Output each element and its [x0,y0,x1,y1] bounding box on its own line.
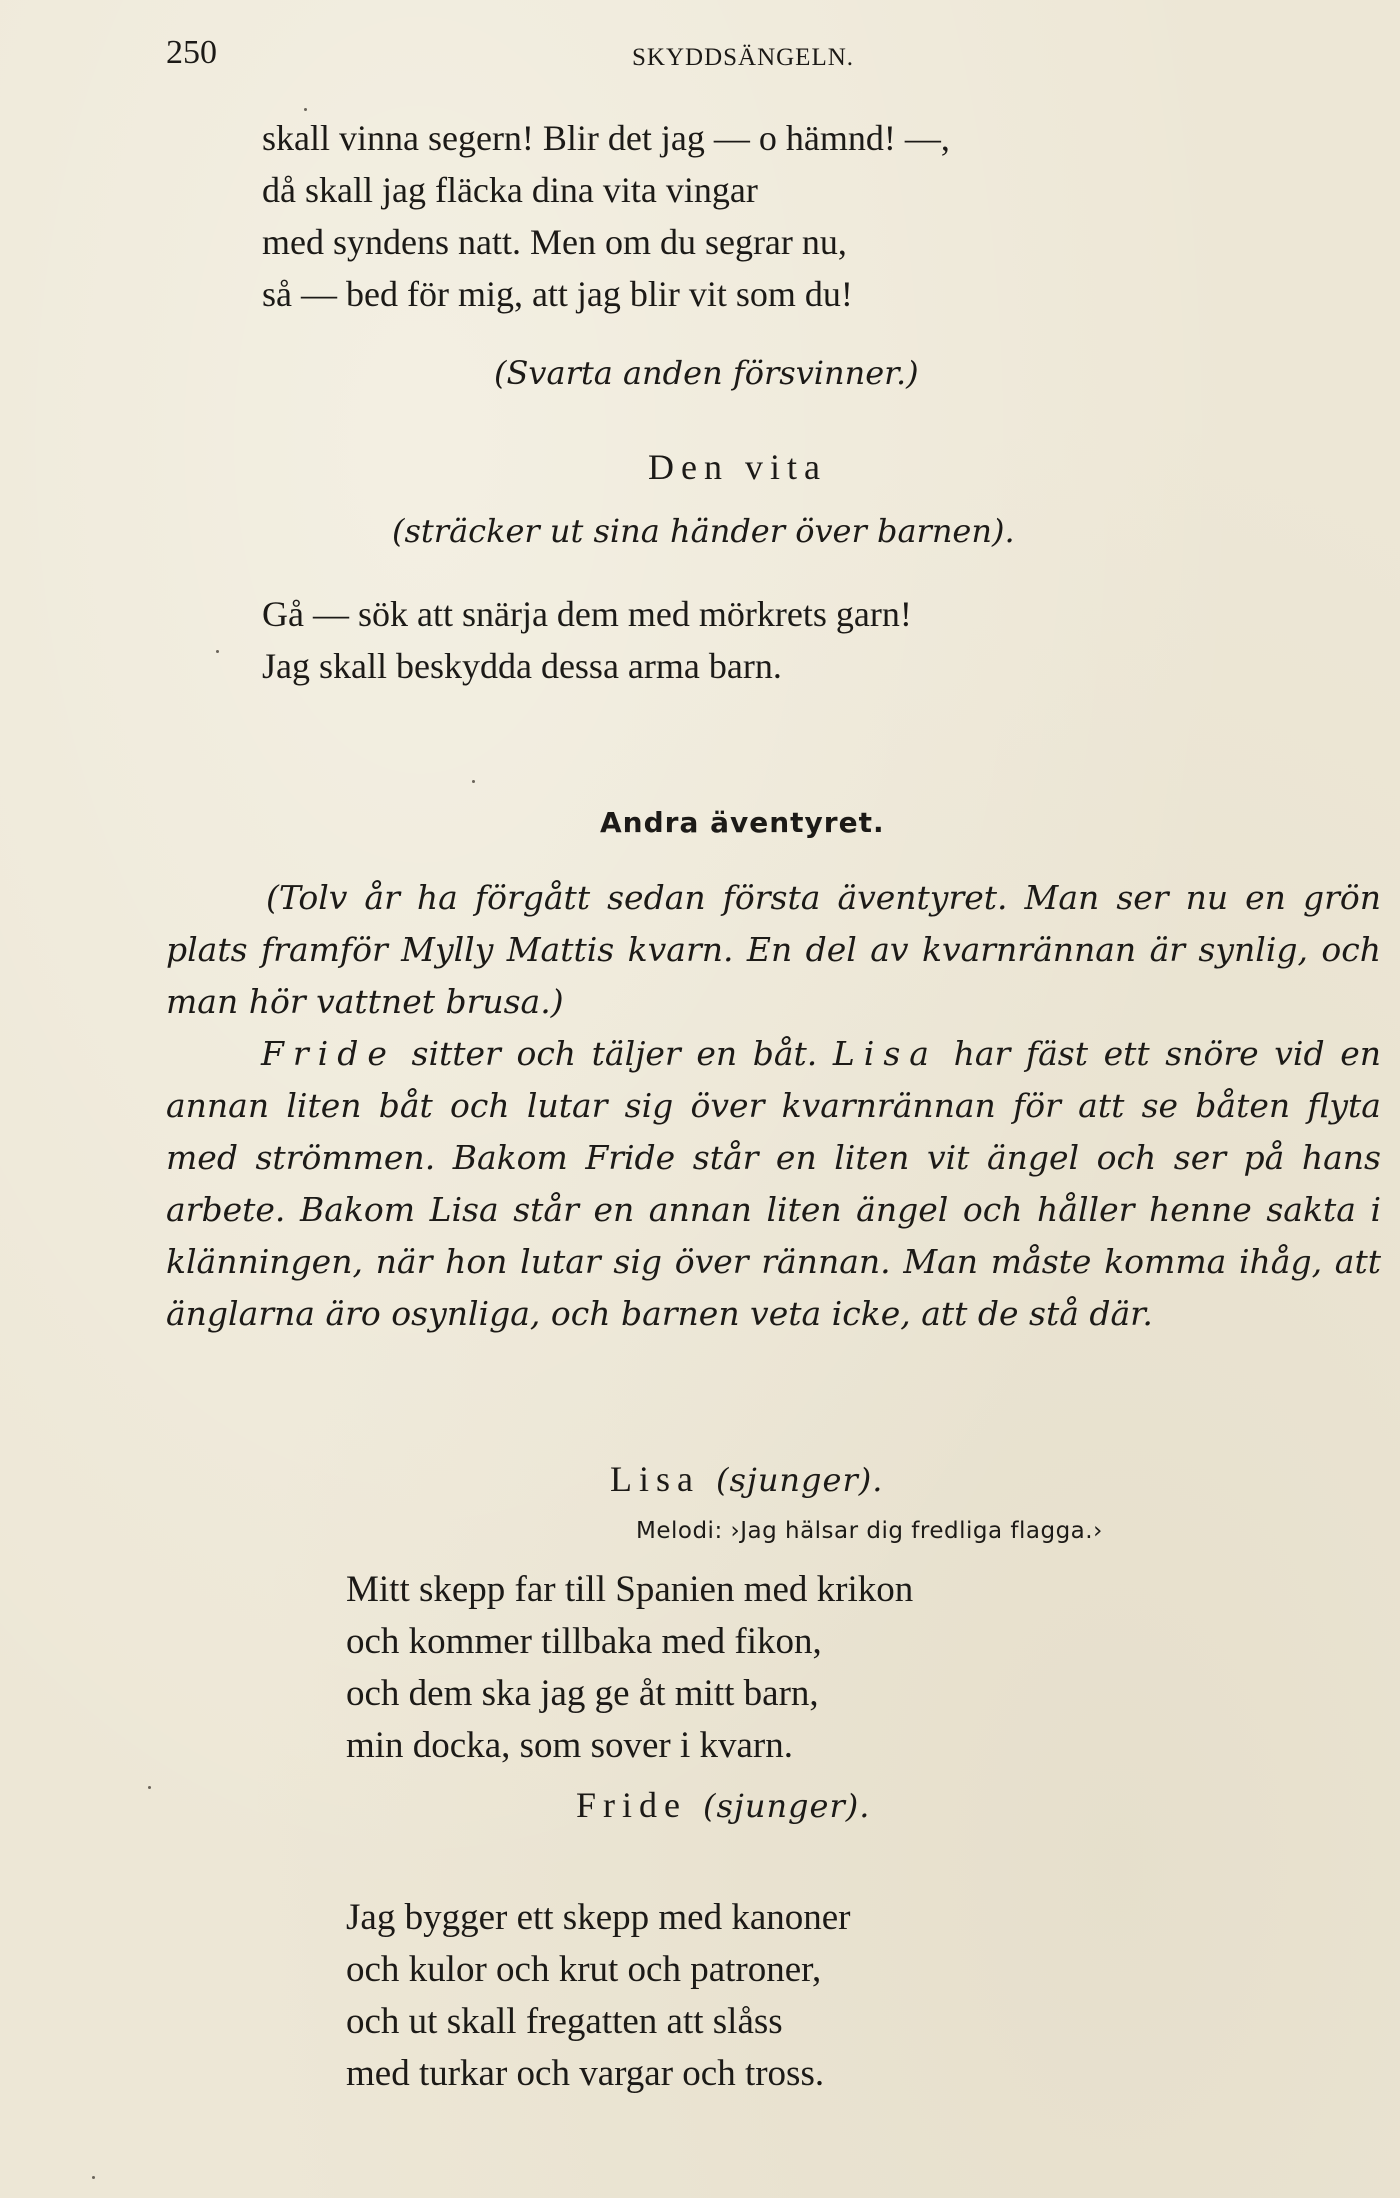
speaker-direction: (sjunger). [703,1787,871,1825]
song-block-1 [346,1564,913,1772]
paper-speck [92,2176,95,2179]
stage-direction: (Svarta anden försvinner.) [494,354,919,392]
song-line: och dem ska jag ge åt mitt barn, [346,1673,819,1714]
speaker-heading [576,1784,870,1826]
song-block-2 [346,1892,851,2100]
song-line: och kulor och krut och patroner, [346,1949,822,1990]
paper-speck [304,108,307,111]
verse-block-1 [262,112,950,320]
stage-paragraph-2 [166,1028,1381,1340]
stage-paragraph-1: (Tolv år ha förgått sedan första äventyret. Man ser nu en grön plats framför Mylly Mattis kvarn. En del av kvarnrännan är synlig, och man hör vattnet brusa.) [166,878,1381,1021]
paper-speck [148,1786,151,1789]
character-name: Lisa [832,1034,938,1073]
paper-speck [472,780,475,783]
verse-line: skall vinna segern! Blir det jag — o hämnd! —, [262,118,950,158]
melody-note: Melodi: ›Jag hälsar dig fredliga flagga.› [636,1518,1103,1544]
page-number: 250 [166,34,217,71]
speaker-heading [610,1458,883,1500]
song-line: Jag bygger ett skepp med kanoner [346,1897,851,1938]
verse-line: Gå — sök att snärja dem med mörkrets garn! [262,594,912,634]
speaker-name: Fride [576,1785,687,1825]
stage-direction: (sträcker ut sina händer över barnen). [392,512,1015,550]
stage-paragraph [166,872,1381,1340]
song-line: och kommer tillbaka med fikon, [346,1621,822,1662]
speaker-name: Den vita [648,447,827,487]
song-line: Mitt skepp far till Spanien med krikon [346,1569,914,1610]
verse-line: så — bed för mig, att jag blir vit som du! [262,274,853,314]
character-name: Fride [261,1034,396,1073]
verse-line: Jag skall beskydda dessa arma barn. [262,646,782,686]
stage-text: har fäst ett snöre vid en annan liten båt och lutar sig över kvarnrännan för att se båten flyta med strömmen. Bakom Fride står en liten vit ängel och ser på hans arbete. Bakom Lisa står en annan liten ängel och håller henne sakta i klänningen, när hon lutar sig över rännan. Man måste komma ihåg, att änglarna äro osynliga, och barnen veta icke, att de stå där. [166,1034,1381,1333]
speaker-direction: (sjunger). [715,1461,884,1499]
verse-block-2 [262,588,912,692]
section-heading: Andra äventyret. [600,806,885,839]
verse-line: då skall jag fläcka dina vita vingar [262,170,758,210]
speaker-name: Lisa [610,1459,700,1499]
verse-line: med syndens natt. Men om du segrar nu, [262,222,847,262]
song-line: och ut skall fregatten att slåss [346,2001,783,2042]
running-head: SKYDDSÄNGELN. [632,44,855,71]
paper-speck [216,650,219,653]
song-line: med turkar och vargar och tross. [346,2053,825,2094]
stage-text: sitter och täljer en båt. [395,1034,833,1073]
song-line: min docka, som sover i kvarn. [346,1725,793,1766]
